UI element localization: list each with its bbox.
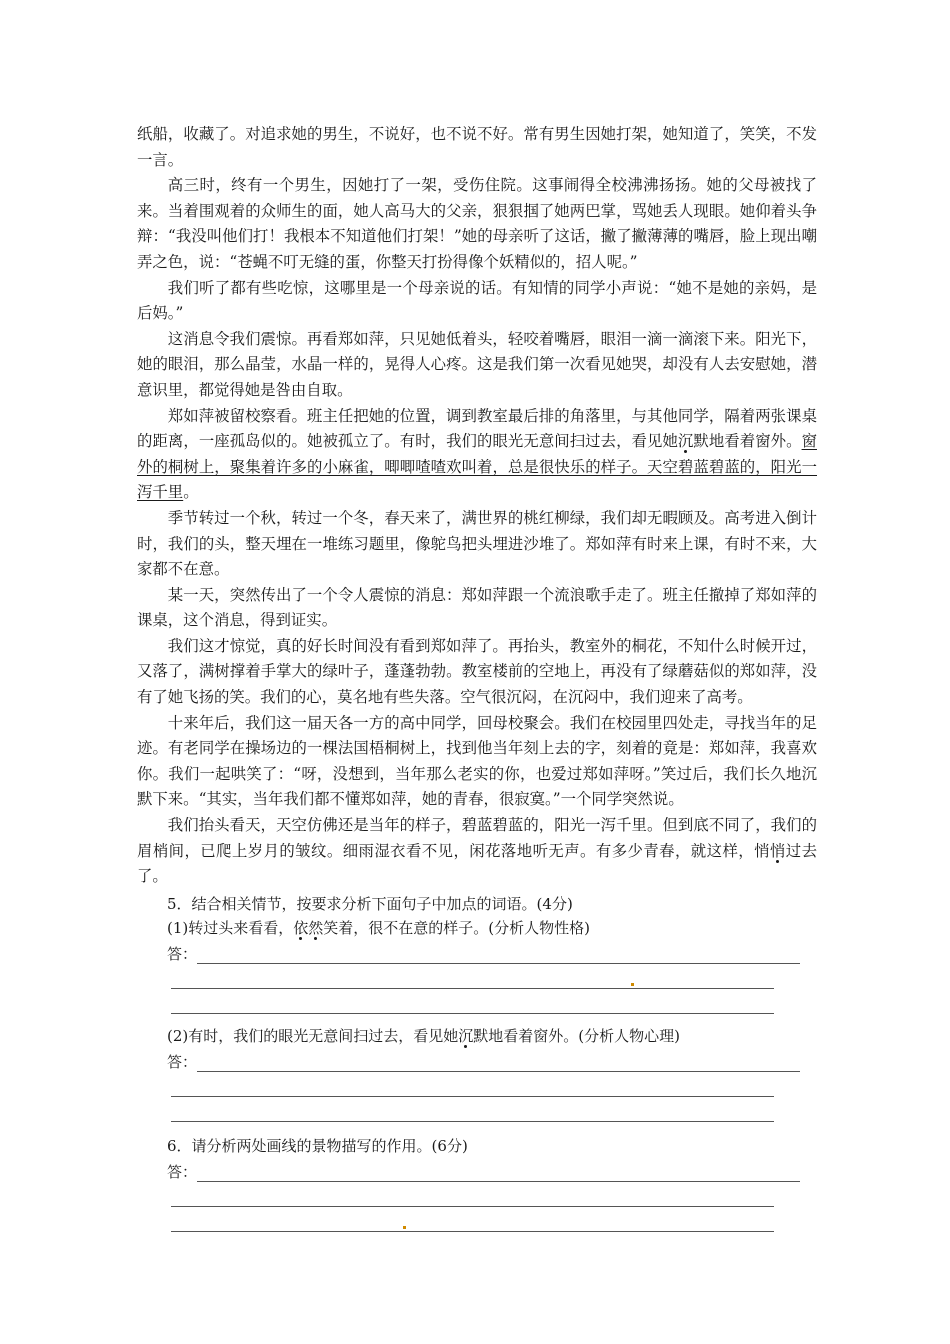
stray-mark [631,983,634,986]
passage-paragraph: 高三时，终有一个男生，因她打了一架，受伤住院。这事闹得全校沸沸扬扬。她的父母被找了来。当着围观着的众师生的面，她人高马大的父亲，狠狠掴了她两巴掌，骂她丢人现眼。她仰着头争辩：“我没叫他们打！我根本不知道他们打架！”她的母亲听了这话，撇了撇薄薄的嘴唇，脸上现出嘲弄之色，说：“苍蝇不叮无缝的蛋，你整天打扮得像个妖精似的，招人呢。” [137,176,817,271]
passage-paragraph: 这消息令我们震惊。再看郑如萍，只见她低着头，轻咬着嘴唇，眼泪一滴一滴滚下来。阳光下，她的眼泪，那么晶莹，水晶一样的，晃得人心疼。这是我们第一次看见她哭，却没有人去安慰她，潜意识里，都觉得她是咎由自取。 [137,329,817,399]
answer-row [137,1048,817,1072]
answer-line[interactable] [197,1055,800,1072]
passage-paragraph [137,404,817,506]
emphasis-dot-char: 然 [308,918,324,937]
answer-blank-line[interactable] [137,1207,817,1232]
answer-label: 答： [167,1052,198,1071]
text-run: (1)转过头来看看， [167,918,294,937]
text-run: 默地看着窗外。(分析人物心理) [473,1026,680,1045]
answer-row [137,1158,817,1182]
answer-blank-line[interactable] [137,989,817,1014]
passage-paragraph: 某一天，突然传出了一个令人震惊的消息：郑如萍跟一个流浪歌手走了。班主任撤掉了郑如萍的课桌，这个消息，得到证实。 [137,585,817,630]
passage-paragraph: 纸船，收藏了。对追求她的男生，不说好，也不说不好。常有男生因她打架，她知道了，笑笑，不发一言。 [137,125,817,169]
answer-blank-line[interactable] [137,1072,817,1097]
question-5-2 [137,1024,817,1048]
passage-paragraph [137,813,817,890]
text-run: 郑如萍被留校察看。班主任把她的位置，调到教室最后排的角落里，与其他同学，隔着两张课桌的距离，一座孤岛似的。她被孤立了。有时，我们的眼光无意间扫过去，看见她 [137,406,817,451]
answer-blank-line[interactable] [137,1182,817,1207]
question-5-title: 5．结合相关情节，按要求分析下面句子中加点的词语。(4分) [167,894,573,913]
answer-label: 答： [167,944,198,963]
question-6-title: 6．请分析两处画线的景物描写的作用。(6分) [167,1136,468,1155]
answer-label: 答： [167,1162,198,1181]
answer-line[interactable] [197,1165,800,1182]
answer-line[interactable] [197,947,800,964]
emphasis-dot-char: 悄 [769,841,786,860]
text-run: 默地看着窗外。 [693,432,802,451]
answer-blank-line[interactable] [137,1097,817,1122]
document-page [137,122,817,1232]
passage-paragraph: 我们听了都有些吃惊，这哪里是一个母亲说的话。有知情的同学小声说：“她不是她的亲妈，是后妈。” [137,278,817,323]
text-run: 笑着，很不在意的样子。(分析人物性格) [323,918,590,937]
question-5-1 [137,916,817,940]
emphasis-dot-char: 沉 [677,432,694,451]
emphasis-dot-char: 沉 [458,1026,474,1045]
text-run: 。 [183,483,199,502]
passage-paragraph: 十来年后，我们这一届天各一方的高中同学，回母校聚会。我们在校园里四处走，寻找当年的足迹。有老同学在操场边的一棵法国梧桐树上，找到他当年刻上去的字，刻着的竟是：郑如萍，我喜欢你。我们一起哄笑了：“呀，没想到，当年那么老实的你，也爱过郑如萍呀。”笑过后，我们长久地沉默下来。“其实，当年我们都不懂郑如萍，她的青春，很寂寞。”一个同学突然说。 [137,713,817,809]
text-run: 我们抬头看天，天空仿佛还是当年的样子，碧蓝碧蓝的，阳光一泻千里。但到底不同了，我们的眉梢间，已爬上岁月的皱纹。细雨湿衣看不见，闲花落地听无声。有多少青春，就这样，悄 [137,816,817,860]
underlined-scenery-1: 窗外的桐树上，聚集着许多的小麻雀，唧唧喳喳欢叫着，总是很快乐的样子。天空碧蓝碧蓝的，阳光一泻千里 [137,432,817,502]
answer-blank-line[interactable] [137,964,817,989]
passage-paragraph: 季节转过一个秋，转过一个冬，春天来了，满世界的桃红柳绿，我们却无暇顾及。高考进入倒计时，我们的头，整天埋在一堆练习题里，像鸵鸟把头埋进沙堆了。郑如萍有时来上课，有时不来，大家都不在意。 [137,508,817,579]
text-run: 过去了。 [137,841,817,886]
passage-paragraph: 我们这才惊觉，真的好长时间没有看到郑如萍了。再抬头，教室外的桐花，不知什么时候开过，又落了，满树撑着手掌大的绿叶子，蓬蓬勃勃。教室楼前的空地上，再没有了绿蘑菇似的郑如萍，没有了她飞扬的笑。我们的心，莫名地有些失落。空气很沉闷，在沉闷中，我们迎来了高考。 [137,636,817,707]
answer-row [137,940,817,964]
emphasis-dot-char: 依 [293,918,309,937]
stray-mark [403,1226,406,1229]
text-run: (2)有时，我们的眼光无意间扫过去，看见她 [167,1026,459,1045]
